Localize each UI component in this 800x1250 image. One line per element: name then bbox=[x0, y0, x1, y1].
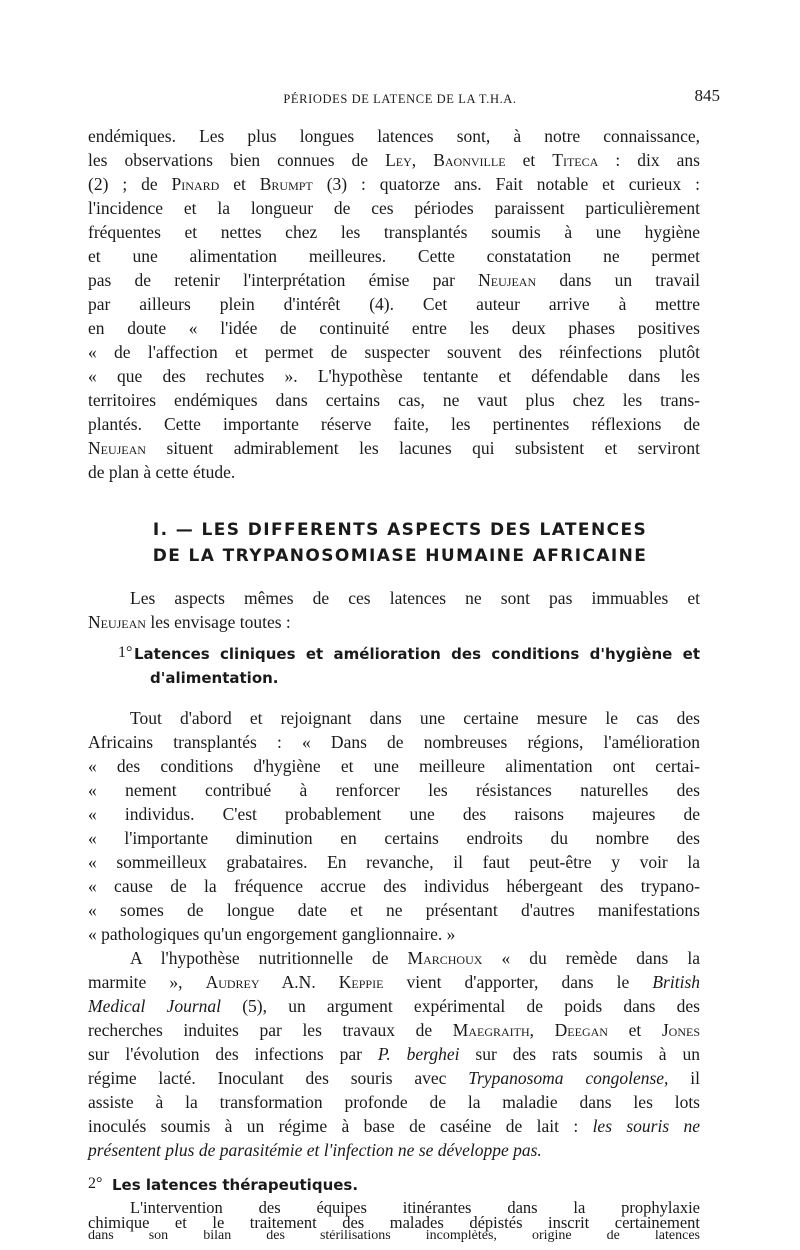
author-name: Jones bbox=[661, 1020, 701, 1040]
text-line: assiste à la transformation profonde de la maladie dans les lots bbox=[88, 1092, 700, 1112]
subsection-title: Latences cliniques et amélioration des conditions d'hygiène et bbox=[134, 645, 700, 663]
author-name: Brumpt bbox=[259, 174, 313, 194]
text-line: les observations bien connues de Ley, Baonville et Titeca : dix ans bbox=[88, 150, 700, 170]
text-line: Neujean situent admirablement les lacunes qui subsistent et serviront bbox=[88, 438, 700, 458]
text-line: fréquentes et nettes chez les transplantés soumis à une hygiène bbox=[88, 222, 700, 242]
text-line: Medical Journal (5), un argument expérimental de poids dans des bbox=[88, 996, 700, 1016]
author-name: Neujean bbox=[478, 270, 537, 290]
subsection-number: 2° bbox=[88, 1175, 103, 1192]
text-line: pas de retenir l'interprétation émise par Neujean dans un travail bbox=[88, 270, 700, 290]
text-line: régime lacté. Inoculant des souris avec Trypanosoma congolense, il bbox=[88, 1068, 700, 1088]
author-name: Neujean bbox=[88, 438, 146, 458]
text-line: « somes de longue date et ne présentant d'autres manifestations bbox=[88, 900, 700, 920]
journal-title: British bbox=[652, 972, 701, 992]
text-line: « que des rechutes ». L'hypothèse tentante et défendable dans les bbox=[88, 366, 700, 386]
text-line: l'incidence et la longueur de ces périodes paraissent particulièrement bbox=[88, 198, 700, 218]
text-line: « sommeilleux grabataires. En revanche, il faut peut-être y voir la bbox=[88, 852, 700, 872]
text-line: « pathologiques qu'un engorgement ganglionnaire. » bbox=[88, 924, 456, 944]
text-line: (2) ; de Pinard et Brumpt (3) : quatorze ans. Fait notable et curieux : bbox=[88, 174, 700, 194]
text-line: de plan à cette étude. bbox=[88, 462, 236, 482]
author-name: Titeca bbox=[552, 150, 599, 170]
text-line: Les aspects mêmes de ces latences ne sont pas immuables et bbox=[130, 588, 700, 608]
text-line: sur l'évolution des infections par P. berghei sur des rats soumis à un bbox=[88, 1044, 700, 1064]
text-line: recherches induites par les travaux de Maegraith, Deegan et Jones bbox=[88, 1020, 701, 1040]
text-line: par ailleurs plein d'intérêt (4). Cet auteur arrive à mettre bbox=[88, 294, 700, 314]
section-title: I. — LES DIFFERENTS ASPECTS DES LATENCES bbox=[152, 520, 648, 540]
text-line: Neujean les envisage toutes : bbox=[88, 612, 291, 632]
author-name: Audrey bbox=[205, 972, 260, 992]
text-line: Tout d'abord et rejoignant dans une certaine mesure le cas des bbox=[130, 708, 700, 728]
text-line: marmite », Audrey A.N. Keppie vient d'apporter, dans le British bbox=[88, 972, 701, 992]
section-title: DE LA TRYPANOSOMIASE HUMAINE AFRICAINE bbox=[152, 546, 648, 566]
journal-title: Medical Journal bbox=[88, 996, 221, 1016]
text-line: dans son bilan des stérilisations incomplètes, origine de latences bbox=[88, 1230, 700, 1242]
text-line: L'intervention des équipes itinérantes dans la prophylaxie bbox=[130, 1198, 700, 1217]
author-name: Ley bbox=[385, 150, 412, 170]
page-number: 845 bbox=[694, 86, 720, 105]
text-line: chimique et le traitement des malades dépistés inscrit certainement bbox=[88, 1213, 700, 1232]
text-line: Africains transplantés : « Dans de nombreuses régions, l'amélioration bbox=[88, 732, 700, 752]
author-name: Deegan bbox=[554, 1020, 608, 1040]
text-line: A l'hypothèse nutritionnelle de Marchoux « du remède dans la bbox=[130, 948, 700, 968]
author-name: Neujean bbox=[88, 612, 146, 632]
text-line: en doute « l'idée de continuité entre les deux phases positives bbox=[88, 318, 700, 338]
running-title: PÉRIODES DE LATENCE DE LA T.H.A. bbox=[283, 92, 517, 106]
author-name: Keppie bbox=[338, 972, 384, 992]
species-name: P. berghei bbox=[377, 1044, 460, 1064]
species-name: Trypanosoma congolense, bbox=[468, 1068, 669, 1088]
text-line: « des conditions d'hygiène et une meilleure alimentation ont certai- bbox=[88, 756, 700, 776]
text-line: territoires endémiques dans certains cas, ne vaut plus chez les trans- bbox=[88, 390, 700, 410]
author-name: Maegraith bbox=[452, 1020, 530, 1040]
text-line: « nement contribué à renforcer les résistances naturelles des bbox=[88, 780, 700, 800]
subsection-number: 1° bbox=[118, 644, 133, 661]
author-name: Pinard bbox=[171, 174, 220, 194]
subsection-title: Les latences thérapeutiques. bbox=[112, 1176, 359, 1194]
text-line: « cause de la fréquence accrue des individus hébergeant des trypano- bbox=[88, 876, 700, 896]
text-line: « de l'affection et permet de suspecter souvent des réinfections plutôt bbox=[88, 342, 700, 362]
author-name: Marchoux bbox=[407, 948, 483, 968]
text-line: présentent plus de parasitémie et l'infection ne se développe pas. bbox=[88, 1140, 542, 1160]
text-line: endémiques. Les plus longues latences sont, à notre connaissance, bbox=[88, 126, 700, 146]
text-line: inoculés soumis à un régime à base de caséine de lait : les souris ne bbox=[88, 1116, 701, 1136]
author-name: Baonville bbox=[433, 150, 506, 170]
text-line: « l'importante diminution en certains endroits du nombre des bbox=[88, 828, 700, 848]
text-line: plantés. Cette importante réserve faite, les pertinentes réflexions de bbox=[88, 414, 700, 434]
text-line: et une alimentation meilleures. Cette constatation ne permet bbox=[88, 246, 700, 266]
text-line: « individus. C'est probablement une des raisons majeures de bbox=[88, 804, 700, 824]
subsection-title: d'alimentation. bbox=[150, 669, 279, 687]
